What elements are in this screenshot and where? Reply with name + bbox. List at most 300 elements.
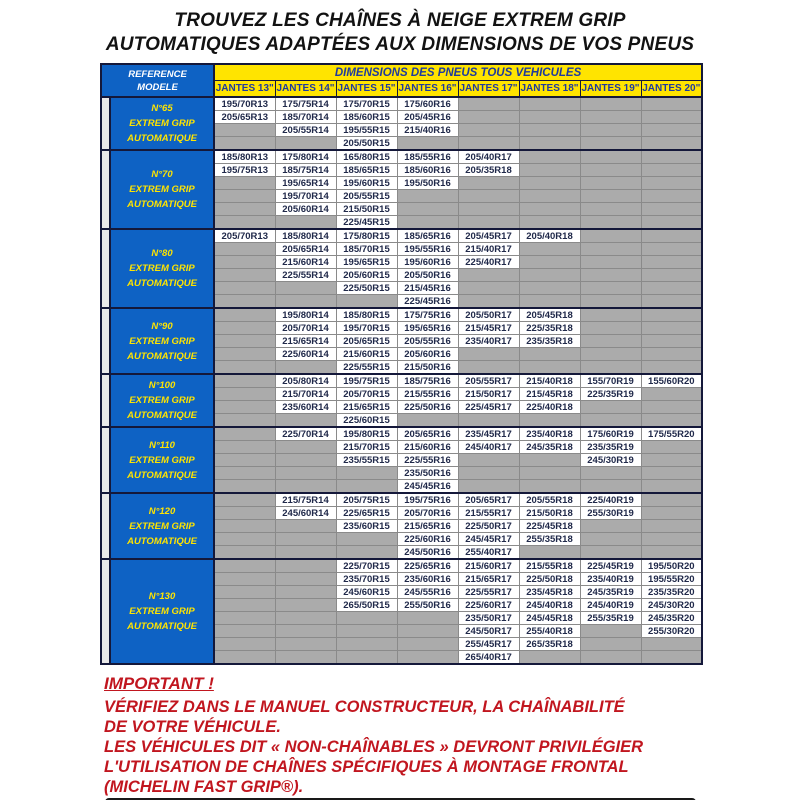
- empty-cell: [519, 177, 580, 190]
- empty-cell: [580, 190, 641, 203]
- tire-size-cell: 225/45R19: [580, 559, 641, 573]
- tire-size-cell: 235/40R17: [458, 335, 519, 348]
- tire-size-cell: 225/60R16: [397, 533, 458, 546]
- tire-size-cell: 195/55R15: [336, 124, 397, 137]
- empty-cell: [397, 203, 458, 216]
- tire-size-cell: 255/35R18: [519, 533, 580, 546]
- empty-cell: [214, 493, 275, 507]
- tire-size-cell: 225/45R18: [519, 520, 580, 533]
- tire-size-cell: 205/45R17: [458, 229, 519, 243]
- empty-cell: [397, 137, 458, 151]
- tire-size-cell: 195/55R20: [641, 573, 702, 586]
- empty-cell: [580, 651, 641, 665]
- empty-cell: [275, 137, 336, 151]
- empty-cell: [214, 322, 275, 335]
- tire-size-cell: 205/45R18: [519, 308, 580, 322]
- empty-cell: [214, 414, 275, 428]
- empty-cell: [580, 111, 641, 124]
- empty-cell: [214, 441, 275, 454]
- empty-cell: [641, 269, 702, 282]
- empty-cell: [641, 177, 702, 190]
- empty-cell: [641, 216, 702, 230]
- empty-cell: [641, 493, 702, 507]
- tire-size-cell: 245/35R19: [580, 586, 641, 599]
- tire-size-cell: 195/80R14: [275, 308, 336, 322]
- tire-size-cell: 185/70R14: [275, 111, 336, 124]
- empty-cell: [214, 638, 275, 651]
- tire-size-cell: 225/35R18: [519, 322, 580, 335]
- empty-cell: [458, 177, 519, 190]
- tire-size-cell: 175/70R15: [336, 97, 397, 111]
- tire-size-cell: 185/80R14: [275, 229, 336, 243]
- empty-cell: [580, 124, 641, 137]
- model-label-N90: [110, 308, 214, 374]
- empty-cell: [458, 454, 519, 467]
- empty-cell: [519, 480, 580, 494]
- empty-cell: [458, 137, 519, 151]
- empty-cell: [336, 480, 397, 494]
- tire-size-cell: 235/50R16: [397, 467, 458, 480]
- tire-size-cell: 185/60R16: [397, 164, 458, 177]
- empty-cell: [580, 533, 641, 546]
- tire-size-cell: 245/35R18: [519, 441, 580, 454]
- empty-cell: [214, 599, 275, 612]
- empty-cell: [458, 111, 519, 124]
- tire-size-cell: 205/65R17: [458, 493, 519, 507]
- tire-size-cell: 255/40R17: [458, 546, 519, 560]
- dimensions-header: DIMENSIONS DES PNEUS TOUS VEHICULES: [214, 64, 702, 81]
- model-line2: EXTREM GRIP: [129, 184, 195, 195]
- tire-size-cell: 245/45R17: [458, 533, 519, 546]
- tire-size-cell: 205/55R16: [397, 335, 458, 348]
- tire-size-cell: 185/80R13: [214, 150, 275, 164]
- empty-cell: [580, 269, 641, 282]
- tire-size-cell: 195/60R15: [336, 177, 397, 190]
- tire-size-cell: 265/35R18: [519, 638, 580, 651]
- column-header-jantes-18: JANTES 18": [519, 81, 580, 98]
- empty-cell: [275, 480, 336, 494]
- tire-size-cell: 245/45R18: [519, 612, 580, 625]
- tire-size-cell: 195/70R13: [214, 97, 275, 111]
- empty-cell: [214, 190, 275, 203]
- tire-size-cell: 225/40R18: [519, 401, 580, 414]
- tire-size-cell: 195/50R20: [641, 559, 702, 573]
- tire-size-cell: 215/45R18: [519, 388, 580, 401]
- empty-cell: [397, 612, 458, 625]
- empty-cell: [519, 361, 580, 375]
- empty-cell: [458, 467, 519, 480]
- empty-cell: [641, 137, 702, 151]
- empty-cell: [275, 282, 336, 295]
- tire-size-cell: 205/75R15: [336, 493, 397, 507]
- model-line3: AUTOMATIQUE: [127, 469, 197, 481]
- empty-cell: [336, 546, 397, 560]
- empty-cell: [519, 295, 580, 309]
- empty-cell: [580, 97, 641, 111]
- tire-size-cell: 205/50R16: [397, 269, 458, 282]
- tire-size-cell: 205/60R16: [397, 348, 458, 361]
- tire-size-cell: 245/55R16: [397, 586, 458, 599]
- tire-size-cell: 255/30R19: [580, 507, 641, 520]
- tire-size-cell: 235/45R18: [519, 586, 580, 599]
- tire-size-cell: 205/70R16: [397, 507, 458, 520]
- tire-size-cell: 225/45R15: [336, 216, 397, 230]
- tire-size-cell: 195/80R15: [336, 427, 397, 441]
- empty-cell: [458, 361, 519, 375]
- empty-cell: [397, 216, 458, 230]
- tire-size-cell: 235/50R17: [458, 612, 519, 625]
- tire-size-cell: 215/65R17: [458, 573, 519, 586]
- empty-cell: [580, 467, 641, 480]
- model-number: N°130: [148, 591, 176, 602]
- empty-cell: [519, 124, 580, 137]
- tire-size-cell: 245/50R16: [397, 546, 458, 560]
- empty-cell: [580, 625, 641, 638]
- tire-size-cell: 235/40R19: [580, 573, 641, 586]
- tire-size-cell: 215/70R15: [336, 441, 397, 454]
- empty-cell: [275, 295, 336, 309]
- empty-cell: [214, 374, 275, 388]
- tire-size-cell: 175/60R19: [580, 427, 641, 441]
- model-label-N100: [110, 374, 214, 427]
- tire-size-cell: 205/50R17: [458, 308, 519, 322]
- tire-size-cell: 215/70R14: [275, 388, 336, 401]
- tire-size-cell: 205/65R14: [275, 243, 336, 256]
- empty-cell: [580, 137, 641, 151]
- tire-size-cell: 205/80R14: [275, 374, 336, 388]
- tire-size-cell: 225/60R17: [458, 599, 519, 612]
- empty-cell: [641, 454, 702, 467]
- tire-size-cell: 185/60R15: [336, 111, 397, 124]
- empty-cell: [214, 533, 275, 546]
- tire-size-cell: 235/70R15: [336, 573, 397, 586]
- tire-size-cell: 225/70R15: [336, 559, 397, 573]
- tire-size-cell: 175/75R16: [397, 308, 458, 322]
- tire-size-cell: 215/55R16: [397, 388, 458, 401]
- tire-size-cell: 245/60R14: [275, 507, 336, 520]
- empty-cell: [519, 243, 580, 256]
- empty-cell: [580, 243, 641, 256]
- empty-cell: [641, 546, 702, 560]
- reference-label: REFERENCE: [128, 68, 187, 80]
- tire-size-cell: 235/35R19: [580, 441, 641, 454]
- tire-size-cell: 185/75R16: [397, 374, 458, 388]
- tire-size-cell: 255/50R16: [397, 599, 458, 612]
- model-line3: AUTOMATIQUE: [127, 133, 197, 144]
- empty-cell: [214, 361, 275, 375]
- empty-cell: [580, 480, 641, 494]
- tire-size-cell: 245/40R17: [458, 441, 519, 454]
- empty-cell: [458, 203, 519, 216]
- tire-size-cell: 215/50R16: [397, 361, 458, 375]
- tire-size-cell: 205/65R16: [397, 427, 458, 441]
- left-margin-strip: [101, 229, 110, 308]
- empty-cell: [275, 414, 336, 428]
- empty-cell: [641, 203, 702, 216]
- tire-size-cell: 215/45R16: [397, 282, 458, 295]
- tire-size-cell: 185/80R15: [336, 308, 397, 322]
- model-line2: EXTREM GRIP: [129, 606, 195, 617]
- tire-size-cell: 235/60R15: [336, 520, 397, 533]
- tire-size-cell: 225/55R16: [397, 454, 458, 467]
- empty-cell: [519, 414, 580, 428]
- column-header-jantes-19: JANTES 19": [580, 81, 641, 98]
- tire-size-cell: 265/40R17: [458, 651, 519, 665]
- tire-size-cell: 225/40R17: [458, 256, 519, 269]
- empty-cell: [275, 599, 336, 612]
- empty-cell: [641, 467, 702, 480]
- tire-size-cell: 185/65R15: [336, 164, 397, 177]
- tire-size-cell: 235/35R18: [519, 335, 580, 348]
- empty-cell: [519, 467, 580, 480]
- tire-size-cell: 195/60R16: [397, 256, 458, 269]
- tire-size-cell: 235/45R17: [458, 427, 519, 441]
- empty-cell: [519, 111, 580, 124]
- tire-size-cell: 205/70R13: [214, 229, 275, 243]
- empty-cell: [214, 308, 275, 322]
- empty-cell: [214, 137, 275, 151]
- empty-cell: [641, 507, 702, 520]
- empty-cell: [580, 177, 641, 190]
- tire-size-cell: 235/40R18: [519, 427, 580, 441]
- tire-size-cell: 225/50R18: [519, 573, 580, 586]
- empty-cell: [458, 348, 519, 361]
- model-line3: AUTOMATIQUE: [127, 621, 197, 632]
- empty-cell: [641, 401, 702, 414]
- column-header-jantes-17: JANTES 17": [458, 81, 519, 98]
- model-number: N°120: [148, 505, 176, 517]
- empty-cell: [458, 97, 519, 111]
- empty-cell: [336, 612, 397, 625]
- model-number: N°80: [151, 248, 173, 259]
- empty-cell: [214, 427, 275, 441]
- tire-size-cell: 175/55R20: [641, 427, 702, 441]
- empty-cell: [519, 256, 580, 269]
- empty-cell: [397, 625, 458, 638]
- empty-cell: [214, 625, 275, 638]
- empty-cell: [580, 203, 641, 216]
- empty-cell: [580, 282, 641, 295]
- tire-size-cell: 205/50R15: [336, 137, 397, 151]
- tire-size-cell: 155/70R19: [580, 374, 641, 388]
- empty-cell: [641, 190, 702, 203]
- empty-cell: [214, 507, 275, 520]
- tire-size-cell: 245/50R17: [458, 625, 519, 638]
- tire-size-cell: 165/80R15: [336, 150, 397, 164]
- empty-cell: [641, 348, 702, 361]
- empty-cell: [275, 546, 336, 560]
- empty-cell: [214, 335, 275, 348]
- reference-modele-header: [101, 64, 214, 97]
- model-label-N130: [110, 559, 214, 664]
- notice-line: LES VÉHICULES DIT « NON-CHAÎNABLES » DEVRONT PRIVILÉGIER: [104, 738, 644, 756]
- empty-cell: [214, 559, 275, 573]
- page-title-line1: TROUVEZ LES CHAÎNES À NEIGE EXTREM GRIP: [174, 10, 626, 31]
- tire-size-cell: 225/45R16: [397, 295, 458, 309]
- empty-cell: [519, 282, 580, 295]
- empty-cell: [397, 190, 458, 203]
- tire-size-cell: 235/55R15: [336, 454, 397, 467]
- tire-size-cell: 175/75R14: [275, 97, 336, 111]
- empty-cell: [336, 533, 397, 546]
- tire-size-cell: 225/45R17: [458, 401, 519, 414]
- model-number: N°65: [151, 103, 173, 114]
- empty-cell: [580, 401, 641, 414]
- model-line2: EXTREM GRIP: [129, 118, 195, 129]
- tire-size-cell: 215/55R17: [458, 507, 519, 520]
- notice-lines: [104, 697, 800, 797]
- empty-cell: [580, 414, 641, 428]
- empty-cell: [580, 256, 641, 269]
- empty-cell: [580, 295, 641, 309]
- tire-size-cell: 205/70R14: [275, 322, 336, 335]
- empty-cell: [580, 546, 641, 560]
- empty-cell: [458, 282, 519, 295]
- empty-cell: [641, 295, 702, 309]
- model-line3: AUTOMATIQUE: [127, 410, 197, 421]
- tire-size-cell: 245/40R19: [580, 599, 641, 612]
- empty-cell: [214, 612, 275, 625]
- tire-size-cell: 225/55R17: [458, 586, 519, 599]
- model-label-N120: [110, 493, 214, 559]
- tire-size-cell: 225/50R15: [336, 282, 397, 295]
- tire-size-cell: 225/55R15: [336, 361, 397, 375]
- tire-size-cell: 195/55R16: [397, 243, 458, 256]
- left-margin-strip: [101, 150, 110, 229]
- tire-size-cell: 195/50R16: [397, 177, 458, 190]
- notice-line: (MICHELIN FAST GRIP®).: [104, 778, 304, 796]
- empty-cell: [275, 559, 336, 573]
- modele-label: MODELE: [137, 81, 178, 93]
- empty-cell: [336, 625, 397, 638]
- tire-size-cell: 225/60R14: [275, 348, 336, 361]
- tire-size-cell: 195/70R14: [275, 190, 336, 203]
- tire-size-cell: 215/50R15: [336, 203, 397, 216]
- tire-size-cell: 185/75R14: [275, 164, 336, 177]
- tire-size-cell: 205/60R15: [336, 269, 397, 282]
- model-label-N70: [110, 150, 214, 229]
- empty-cell: [214, 243, 275, 256]
- empty-cell: [580, 216, 641, 230]
- tire-size-cell: 215/60R17: [458, 559, 519, 573]
- tire-size-cell: 225/35R19: [580, 388, 641, 401]
- tire-size-cell: 185/70R15: [336, 243, 397, 256]
- empty-cell: [336, 467, 397, 480]
- empty-cell: [580, 520, 641, 533]
- empty-cell: [519, 190, 580, 203]
- tire-size-cell: 215/45R17: [458, 322, 519, 335]
- model-number: N°70: [151, 169, 173, 180]
- page-title: [0, 9, 800, 57]
- empty-cell: [519, 216, 580, 230]
- empty-cell: [397, 414, 458, 428]
- empty-cell: [641, 150, 702, 164]
- empty-cell: [336, 295, 397, 309]
- empty-cell: [641, 533, 702, 546]
- tire-size-cell: 245/30R19: [580, 454, 641, 467]
- empty-cell: [458, 414, 519, 428]
- model-line3: AUTOMATIQUE: [127, 535, 197, 547]
- empty-cell: [214, 573, 275, 586]
- model-number: N°100: [148, 380, 176, 391]
- model-label-N110: [110, 427, 214, 493]
- tire-size-cell: 215/60R14: [275, 256, 336, 269]
- empty-cell: [275, 638, 336, 651]
- empty-cell: [641, 414, 702, 428]
- empty-cell: [580, 322, 641, 335]
- empty-cell: [458, 269, 519, 282]
- left-margin-strip: [101, 559, 110, 664]
- tire-size-cell: 205/40R18: [519, 229, 580, 243]
- empty-cell: [641, 282, 702, 295]
- empty-cell: [275, 612, 336, 625]
- tire-size-cell: 255/45R17: [458, 638, 519, 651]
- column-header-jantes-20: JANTES 20": [641, 81, 702, 98]
- tire-size-cell: 215/65R14: [275, 335, 336, 348]
- empty-cell: [641, 335, 702, 348]
- tire-size-cell: 195/65R15: [336, 256, 397, 269]
- important-notice: [104, 674, 800, 797]
- tire-size-cell: 255/30R20: [641, 625, 702, 638]
- empty-cell: [641, 520, 702, 533]
- left-margin-strip: [101, 97, 110, 150]
- tire-size-cell: 195/65R14: [275, 177, 336, 190]
- empty-cell: [214, 269, 275, 282]
- empty-cell: [214, 454, 275, 467]
- empty-cell: [641, 651, 702, 665]
- empty-cell: [519, 150, 580, 164]
- column-header-jantes-15: JANTES 15": [336, 81, 397, 98]
- empty-cell: [641, 388, 702, 401]
- empty-cell: [214, 651, 275, 665]
- tire-size-cell: 235/60R14: [275, 401, 336, 414]
- empty-cell: [214, 467, 275, 480]
- model-line2: EXTREM GRIP: [129, 335, 195, 347]
- empty-cell: [580, 361, 641, 375]
- column-header-jantes-16: JANTES 16": [397, 81, 458, 98]
- empty-cell: [458, 190, 519, 203]
- tire-size-cell: 205/60R14: [275, 203, 336, 216]
- tire-size-cell: 245/60R15: [336, 586, 397, 599]
- empty-cell: [580, 164, 641, 177]
- tire-size-table: [100, 63, 703, 665]
- empty-cell: [214, 216, 275, 230]
- empty-cell: [580, 308, 641, 322]
- empty-cell: [519, 203, 580, 216]
- notice-line: DE VOTRE VÉHICULE.: [104, 718, 281, 736]
- tire-size-cell: 245/45R16: [397, 480, 458, 494]
- empty-cell: [641, 164, 702, 177]
- column-header-jantes-13: JANTES 13": [214, 81, 275, 98]
- tire-size-cell: 225/50R16: [397, 401, 458, 414]
- empty-cell: [214, 256, 275, 269]
- model-label-N80: [110, 229, 214, 308]
- tire-size-cell: 225/70R14: [275, 427, 336, 441]
- empty-cell: [214, 388, 275, 401]
- empty-cell: [214, 295, 275, 309]
- empty-cell: [458, 216, 519, 230]
- empty-cell: [580, 229, 641, 243]
- tire-size-cell: 215/40R18: [519, 374, 580, 388]
- empty-cell: [580, 638, 641, 651]
- model-line2: EXTREM GRIP: [129, 395, 195, 406]
- empty-cell: [580, 150, 641, 164]
- tire-size-cell: 215/75R14: [275, 493, 336, 507]
- empty-cell: [641, 638, 702, 651]
- tire-size-cell: 205/35R18: [458, 164, 519, 177]
- empty-cell: [275, 454, 336, 467]
- column-header-jantes-14: JANTES 14": [275, 81, 336, 98]
